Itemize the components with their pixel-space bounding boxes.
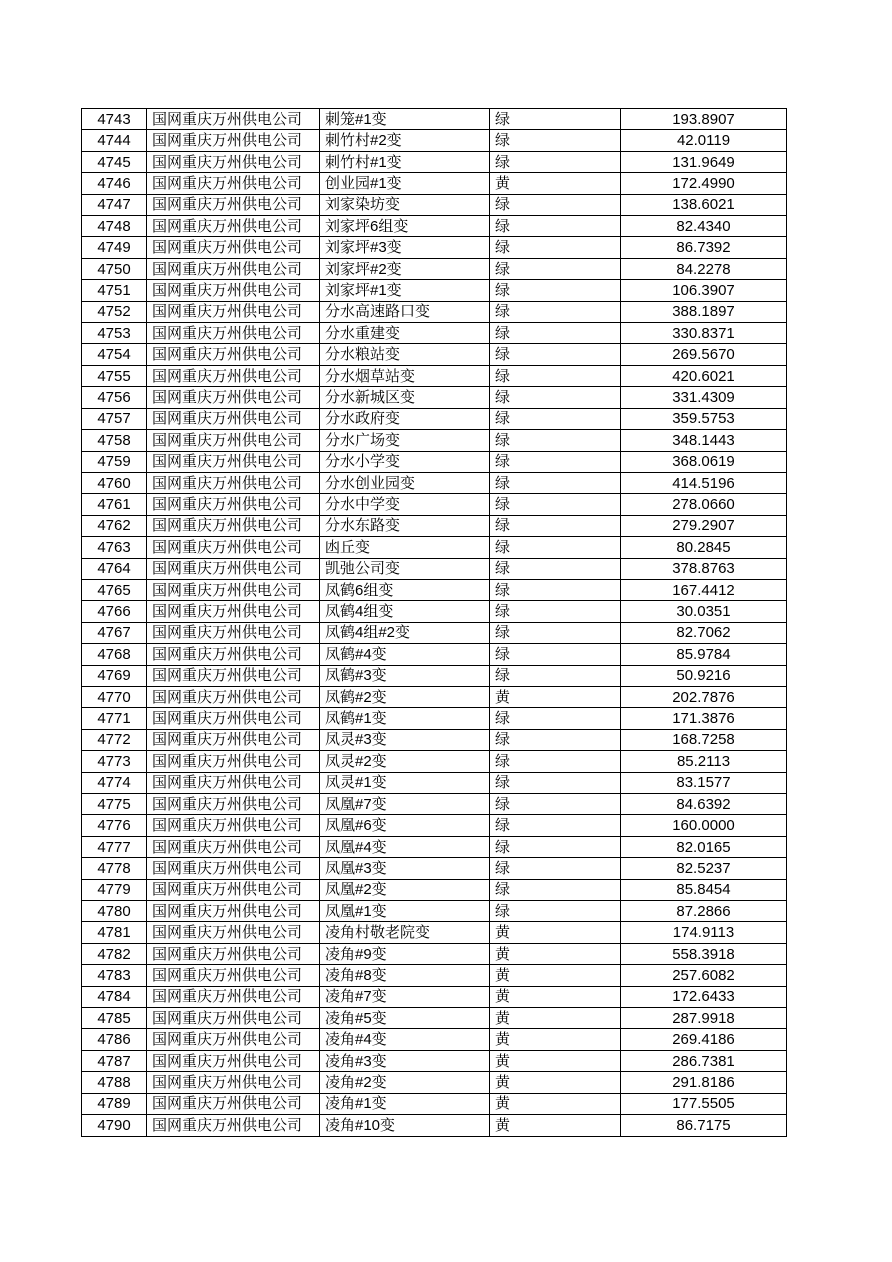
row-id-cell: 4752 [82, 301, 147, 322]
company-cell: 国网重庆万州供电公司 [147, 387, 320, 408]
station-name-cell: 凌角#3变 [320, 1050, 490, 1071]
company-cell: 国网重庆万州供电公司 [147, 216, 320, 237]
row-id-cell: 4783 [82, 965, 147, 986]
value-cell: 331.4309 [621, 387, 787, 408]
station-name-cell: 刘家坪#1变 [320, 280, 490, 301]
status-cell: 黄 [490, 1008, 621, 1029]
station-name-cell: 刘家染坊变 [320, 194, 490, 215]
company-cell: 国网重庆万州供电公司 [147, 622, 320, 643]
station-name-cell: 凤鹤#1变 [320, 708, 490, 729]
status-cell: 黄 [490, 1029, 621, 1050]
company-cell: 国网重庆万州供电公司 [147, 601, 320, 622]
value-cell: 330.8371 [621, 323, 787, 344]
company-cell: 国网重庆万州供电公司 [147, 301, 320, 322]
company-cell: 国网重庆万州供电公司 [147, 1093, 320, 1114]
station-name-cell: 分水新城区变 [320, 387, 490, 408]
status-cell: 绿 [490, 558, 621, 579]
company-cell: 国网重庆万州供电公司 [147, 451, 320, 472]
station-name-cell: 凤鹤6组变 [320, 579, 490, 600]
status-cell: 绿 [490, 237, 621, 258]
row-id-cell: 4787 [82, 1050, 147, 1071]
table-row [82, 622, 787, 643]
table-row [82, 986, 787, 1007]
row-id-cell: 4773 [82, 751, 147, 772]
status-cell: 绿 [490, 515, 621, 536]
value-cell: 50.9216 [621, 665, 787, 686]
value-cell: 83.1577 [621, 772, 787, 793]
company-cell: 国网重庆万州供电公司 [147, 258, 320, 279]
company-cell: 国网重庆万州供电公司 [147, 344, 320, 365]
value-cell: 30.0351 [621, 601, 787, 622]
row-id-cell: 4754 [82, 344, 147, 365]
station-name-cell: 凤凰#6变 [320, 815, 490, 836]
table-row [82, 943, 787, 964]
status-cell: 黄 [490, 986, 621, 1007]
value-cell: 172.4990 [621, 173, 787, 194]
table-row [82, 151, 787, 172]
value-cell: 359.5753 [621, 408, 787, 429]
value-cell: 84.6392 [621, 794, 787, 815]
table-row [82, 815, 787, 836]
station-name-cell: 刺竹村#1变 [320, 151, 490, 172]
station-name-cell: 凤鹤4组变 [320, 601, 490, 622]
table-row [82, 751, 787, 772]
status-cell: 绿 [490, 665, 621, 686]
row-id-cell: 4761 [82, 494, 147, 515]
company-cell: 国网重庆万州供电公司 [147, 901, 320, 922]
table-row [82, 1093, 787, 1114]
value-cell: 171.3876 [621, 708, 787, 729]
value-cell: 167.4412 [621, 579, 787, 600]
status-cell: 绿 [490, 109, 621, 130]
station-name-cell: 凌角#8变 [320, 965, 490, 986]
row-id-cell: 4753 [82, 323, 147, 344]
status-cell: 绿 [490, 472, 621, 493]
station-name-cell: 分水政府变 [320, 408, 490, 429]
company-cell: 国网重庆万州供电公司 [147, 1050, 320, 1071]
company-cell: 国网重庆万州供电公司 [147, 237, 320, 258]
value-cell: 287.9918 [621, 1008, 787, 1029]
status-cell: 绿 [490, 879, 621, 900]
station-name-cell: 凼丘变 [320, 537, 490, 558]
station-name-cell: 刘家坪6组变 [320, 216, 490, 237]
status-cell: 绿 [490, 151, 621, 172]
station-name-cell: 分水中学变 [320, 494, 490, 515]
status-cell: 绿 [490, 494, 621, 515]
company-cell: 国网重庆万州供电公司 [147, 280, 320, 301]
company-cell: 国网重庆万州供电公司 [147, 151, 320, 172]
station-name-cell: 凌角#1变 [320, 1093, 490, 1114]
status-cell: 绿 [490, 130, 621, 151]
company-cell: 国网重庆万州供电公司 [147, 194, 320, 215]
table-row [82, 794, 787, 815]
table-row [82, 1008, 787, 1029]
station-name-cell: 凤凰#7变 [320, 794, 490, 815]
row-id-cell: 4768 [82, 644, 147, 665]
table-row [82, 579, 787, 600]
value-cell: 80.2845 [621, 537, 787, 558]
table-row [82, 109, 787, 130]
station-name-cell: 凯弛公司变 [320, 558, 490, 579]
row-id-cell: 4780 [82, 901, 147, 922]
company-cell: 国网重庆万州供电公司 [147, 965, 320, 986]
row-id-cell: 4763 [82, 537, 147, 558]
station-name-cell: 分水粮站变 [320, 344, 490, 365]
company-cell: 国网重庆万州供电公司 [147, 130, 320, 151]
station-name-cell: 刘家坪#2变 [320, 258, 490, 279]
table-row [82, 365, 787, 386]
station-name-cell: 分水小学变 [320, 451, 490, 472]
row-id-cell: 4744 [82, 130, 147, 151]
row-id-cell: 4779 [82, 879, 147, 900]
table-row [82, 772, 787, 793]
company-cell: 国网重庆万州供电公司 [147, 579, 320, 600]
value-cell: 257.6082 [621, 965, 787, 986]
value-cell: 193.8907 [621, 109, 787, 130]
station-name-cell: 凌角#2变 [320, 1072, 490, 1093]
status-cell: 绿 [490, 772, 621, 793]
company-cell: 国网重庆万州供电公司 [147, 1072, 320, 1093]
value-cell: 414.5196 [621, 472, 787, 493]
value-cell: 348.1443 [621, 430, 787, 451]
company-cell: 国网重庆万州供电公司 [147, 173, 320, 194]
value-cell: 85.2113 [621, 751, 787, 772]
row-id-cell: 4776 [82, 815, 147, 836]
status-cell: 绿 [490, 751, 621, 772]
value-cell: 86.7175 [621, 1115, 787, 1136]
row-id-cell: 4751 [82, 280, 147, 301]
row-id-cell: 4762 [82, 515, 147, 536]
status-cell: 绿 [490, 729, 621, 750]
value-cell: 84.2278 [621, 258, 787, 279]
company-cell: 国网重庆万州供电公司 [147, 858, 320, 879]
company-cell: 国网重庆万州供电公司 [147, 922, 320, 943]
table-row [82, 472, 787, 493]
table-row [82, 451, 787, 472]
value-cell: 558.3918 [621, 943, 787, 964]
table-row [82, 323, 787, 344]
row-id-cell: 4769 [82, 665, 147, 686]
row-id-cell: 4750 [82, 258, 147, 279]
row-id-cell: 4775 [82, 794, 147, 815]
company-cell: 国网重庆万州供电公司 [147, 986, 320, 1007]
data-table-container [81, 108, 787, 1137]
status-cell: 绿 [490, 901, 621, 922]
company-cell: 国网重庆万州供电公司 [147, 515, 320, 536]
table-row [82, 836, 787, 857]
value-cell: 42.0119 [621, 130, 787, 151]
row-id-cell: 4767 [82, 622, 147, 643]
row-id-cell: 4758 [82, 430, 147, 451]
table-row [82, 537, 787, 558]
table-row [82, 194, 787, 215]
table-row [82, 558, 787, 579]
station-name-cell: 凤鹤#3变 [320, 665, 490, 686]
value-cell: 87.2866 [621, 901, 787, 922]
status-cell: 绿 [490, 323, 621, 344]
value-cell: 202.7876 [621, 686, 787, 707]
table-row [82, 301, 787, 322]
status-cell: 绿 [490, 451, 621, 472]
row-id-cell: 4760 [82, 472, 147, 493]
value-cell: 82.7062 [621, 622, 787, 643]
station-name-cell: 分水重建变 [320, 323, 490, 344]
value-cell: 177.5505 [621, 1093, 787, 1114]
company-cell: 国网重庆万州供电公司 [147, 879, 320, 900]
station-name-cell: 凤灵#1变 [320, 772, 490, 793]
table-row [82, 237, 787, 258]
table-row [82, 173, 787, 194]
value-cell: 86.7392 [621, 237, 787, 258]
station-name-cell: 凤凰#4变 [320, 836, 490, 857]
value-cell: 378.8763 [621, 558, 787, 579]
status-cell: 黄 [490, 922, 621, 943]
station-name-cell: 凤凰#2变 [320, 879, 490, 900]
row-id-cell: 4782 [82, 943, 147, 964]
station-name-cell: 凤灵#2变 [320, 751, 490, 772]
station-name-cell: 分水烟草站变 [320, 365, 490, 386]
status-cell: 黄 [490, 1072, 621, 1093]
row-id-cell: 4749 [82, 237, 147, 258]
station-name-cell: 凤鹤#2变 [320, 686, 490, 707]
status-cell: 绿 [490, 430, 621, 451]
row-id-cell: 4781 [82, 922, 147, 943]
value-cell: 269.4186 [621, 1029, 787, 1050]
table-row [82, 1115, 787, 1136]
table-row [82, 1029, 787, 1050]
table-row [82, 601, 787, 622]
row-id-cell: 4778 [82, 858, 147, 879]
company-cell: 国网重庆万州供电公司 [147, 430, 320, 451]
company-cell: 国网重庆万州供电公司 [147, 943, 320, 964]
station-name-cell: 凌角村敬老院变 [320, 922, 490, 943]
company-cell: 国网重庆万州供电公司 [147, 815, 320, 836]
station-name-cell: 凤鹤#4变 [320, 644, 490, 665]
table-row [82, 965, 787, 986]
row-id-cell: 4786 [82, 1029, 147, 1050]
table-row [82, 344, 787, 365]
row-id-cell: 4790 [82, 1115, 147, 1136]
station-name-cell: 分水广场变 [320, 430, 490, 451]
station-name-cell: 凤凰#1变 [320, 901, 490, 922]
table-row [82, 430, 787, 451]
data-table [81, 108, 787, 1137]
status-cell: 绿 [490, 194, 621, 215]
status-cell: 绿 [490, 644, 621, 665]
value-cell: 82.5237 [621, 858, 787, 879]
row-id-cell: 4771 [82, 708, 147, 729]
table-row [82, 858, 787, 879]
status-cell: 绿 [490, 537, 621, 558]
company-cell: 国网重庆万州供电公司 [147, 365, 320, 386]
value-cell: 172.6433 [621, 986, 787, 1007]
station-name-cell: 凤鹤4组#2变 [320, 622, 490, 643]
table-row [82, 901, 787, 922]
station-name-cell: 凌角#4变 [320, 1029, 490, 1050]
value-cell: 85.9784 [621, 644, 787, 665]
status-cell: 黄 [490, 943, 621, 964]
company-cell: 国网重庆万州供电公司 [147, 729, 320, 750]
row-id-cell: 4785 [82, 1008, 147, 1029]
table-row [82, 387, 787, 408]
station-name-cell: 分水创业园变 [320, 472, 490, 493]
row-id-cell: 4789 [82, 1093, 147, 1114]
value-cell: 82.4340 [621, 216, 787, 237]
row-id-cell: 4788 [82, 1072, 147, 1093]
value-cell: 269.5670 [621, 344, 787, 365]
station-name-cell: 分水东路变 [320, 515, 490, 536]
row-id-cell: 4759 [82, 451, 147, 472]
row-id-cell: 4774 [82, 772, 147, 793]
row-id-cell: 4764 [82, 558, 147, 579]
value-cell: 106.3907 [621, 280, 787, 301]
table-row [82, 216, 787, 237]
company-cell: 国网重庆万州供电公司 [147, 558, 320, 579]
table-row [82, 686, 787, 707]
status-cell: 绿 [490, 794, 621, 815]
station-name-cell: 凤灵#3变 [320, 729, 490, 750]
value-cell: 131.9649 [621, 151, 787, 172]
company-cell: 国网重庆万州供电公司 [147, 772, 320, 793]
table-body [82, 109, 787, 1137]
table-row [82, 1050, 787, 1071]
table-row [82, 494, 787, 515]
row-id-cell: 4755 [82, 365, 147, 386]
table-row [82, 515, 787, 536]
value-cell: 85.8454 [621, 879, 787, 900]
status-cell: 绿 [490, 344, 621, 365]
table-row [82, 708, 787, 729]
status-cell: 绿 [490, 216, 621, 237]
status-cell: 黄 [490, 1093, 621, 1114]
row-id-cell: 4757 [82, 408, 147, 429]
station-name-cell: 凤凰#3变 [320, 858, 490, 879]
row-id-cell: 4748 [82, 216, 147, 237]
value-cell: 279.2907 [621, 515, 787, 536]
table-row [82, 665, 787, 686]
company-cell: 国网重庆万州供电公司 [147, 537, 320, 558]
station-name-cell: 刺竹村#2变 [320, 130, 490, 151]
company-cell: 国网重庆万州供电公司 [147, 1029, 320, 1050]
status-cell: 绿 [490, 836, 621, 857]
status-cell: 绿 [490, 708, 621, 729]
station-name-cell: 刺笼#1变 [320, 109, 490, 130]
value-cell: 82.0165 [621, 836, 787, 857]
status-cell: 黄 [490, 1115, 621, 1136]
row-id-cell: 4770 [82, 686, 147, 707]
value-cell: 174.9113 [621, 922, 787, 943]
company-cell: 国网重庆万州供电公司 [147, 323, 320, 344]
company-cell: 国网重庆万州供电公司 [147, 794, 320, 815]
company-cell: 国网重庆万州供电公司 [147, 708, 320, 729]
station-name-cell: 凌角#10变 [320, 1115, 490, 1136]
status-cell: 黄 [490, 173, 621, 194]
value-cell: 388.1897 [621, 301, 787, 322]
company-cell: 国网重庆万州供电公司 [147, 408, 320, 429]
company-cell: 国网重庆万州供电公司 [147, 472, 320, 493]
row-id-cell: 4743 [82, 109, 147, 130]
status-cell: 绿 [490, 579, 621, 600]
station-name-cell: 凌角#9变 [320, 943, 490, 964]
row-id-cell: 4747 [82, 194, 147, 215]
table-row [82, 879, 787, 900]
value-cell: 368.0619 [621, 451, 787, 472]
table-row [82, 922, 787, 943]
company-cell: 国网重庆万州供电公司 [147, 1115, 320, 1136]
value-cell: 278.0660 [621, 494, 787, 515]
status-cell: 绿 [490, 301, 621, 322]
status-cell: 绿 [490, 258, 621, 279]
table-row [82, 644, 787, 665]
company-cell: 国网重庆万州供电公司 [147, 494, 320, 515]
company-cell: 国网重庆万州供电公司 [147, 644, 320, 665]
table-row [82, 1072, 787, 1093]
table-row [82, 408, 787, 429]
row-id-cell: 4756 [82, 387, 147, 408]
row-id-cell: 4766 [82, 601, 147, 622]
station-name-cell: 分水高速路口变 [320, 301, 490, 322]
row-id-cell: 4746 [82, 173, 147, 194]
status-cell: 绿 [490, 858, 621, 879]
station-name-cell: 凌角#7变 [320, 986, 490, 1007]
status-cell: 黄 [490, 1050, 621, 1071]
status-cell: 绿 [490, 815, 621, 836]
company-cell: 国网重庆万州供电公司 [147, 1008, 320, 1029]
row-id-cell: 4777 [82, 836, 147, 857]
status-cell: 绿 [490, 365, 621, 386]
company-cell: 国网重庆万州供电公司 [147, 836, 320, 857]
company-cell: 国网重庆万州供电公司 [147, 686, 320, 707]
row-id-cell: 4784 [82, 986, 147, 1007]
value-cell: 138.6021 [621, 194, 787, 215]
station-name-cell: 创业园#1变 [320, 173, 490, 194]
station-name-cell: 刘家坪#3变 [320, 237, 490, 258]
status-cell: 黄 [490, 965, 621, 986]
company-cell: 国网重庆万州供电公司 [147, 665, 320, 686]
status-cell: 绿 [490, 280, 621, 301]
status-cell: 绿 [490, 408, 621, 429]
value-cell: 286.7381 [621, 1050, 787, 1071]
row-id-cell: 4745 [82, 151, 147, 172]
table-row [82, 729, 787, 750]
station-name-cell: 凌角#5变 [320, 1008, 490, 1029]
table-row [82, 130, 787, 151]
status-cell: 黄 [490, 686, 621, 707]
row-id-cell: 4765 [82, 579, 147, 600]
value-cell: 291.8186 [621, 1072, 787, 1093]
status-cell: 绿 [490, 601, 621, 622]
status-cell: 绿 [490, 622, 621, 643]
value-cell: 160.0000 [621, 815, 787, 836]
table-row [82, 258, 787, 279]
value-cell: 420.6021 [621, 365, 787, 386]
company-cell: 国网重庆万州供电公司 [147, 751, 320, 772]
status-cell: 绿 [490, 387, 621, 408]
value-cell: 168.7258 [621, 729, 787, 750]
row-id-cell: 4772 [82, 729, 147, 750]
table-row [82, 280, 787, 301]
company-cell: 国网重庆万州供电公司 [147, 109, 320, 130]
